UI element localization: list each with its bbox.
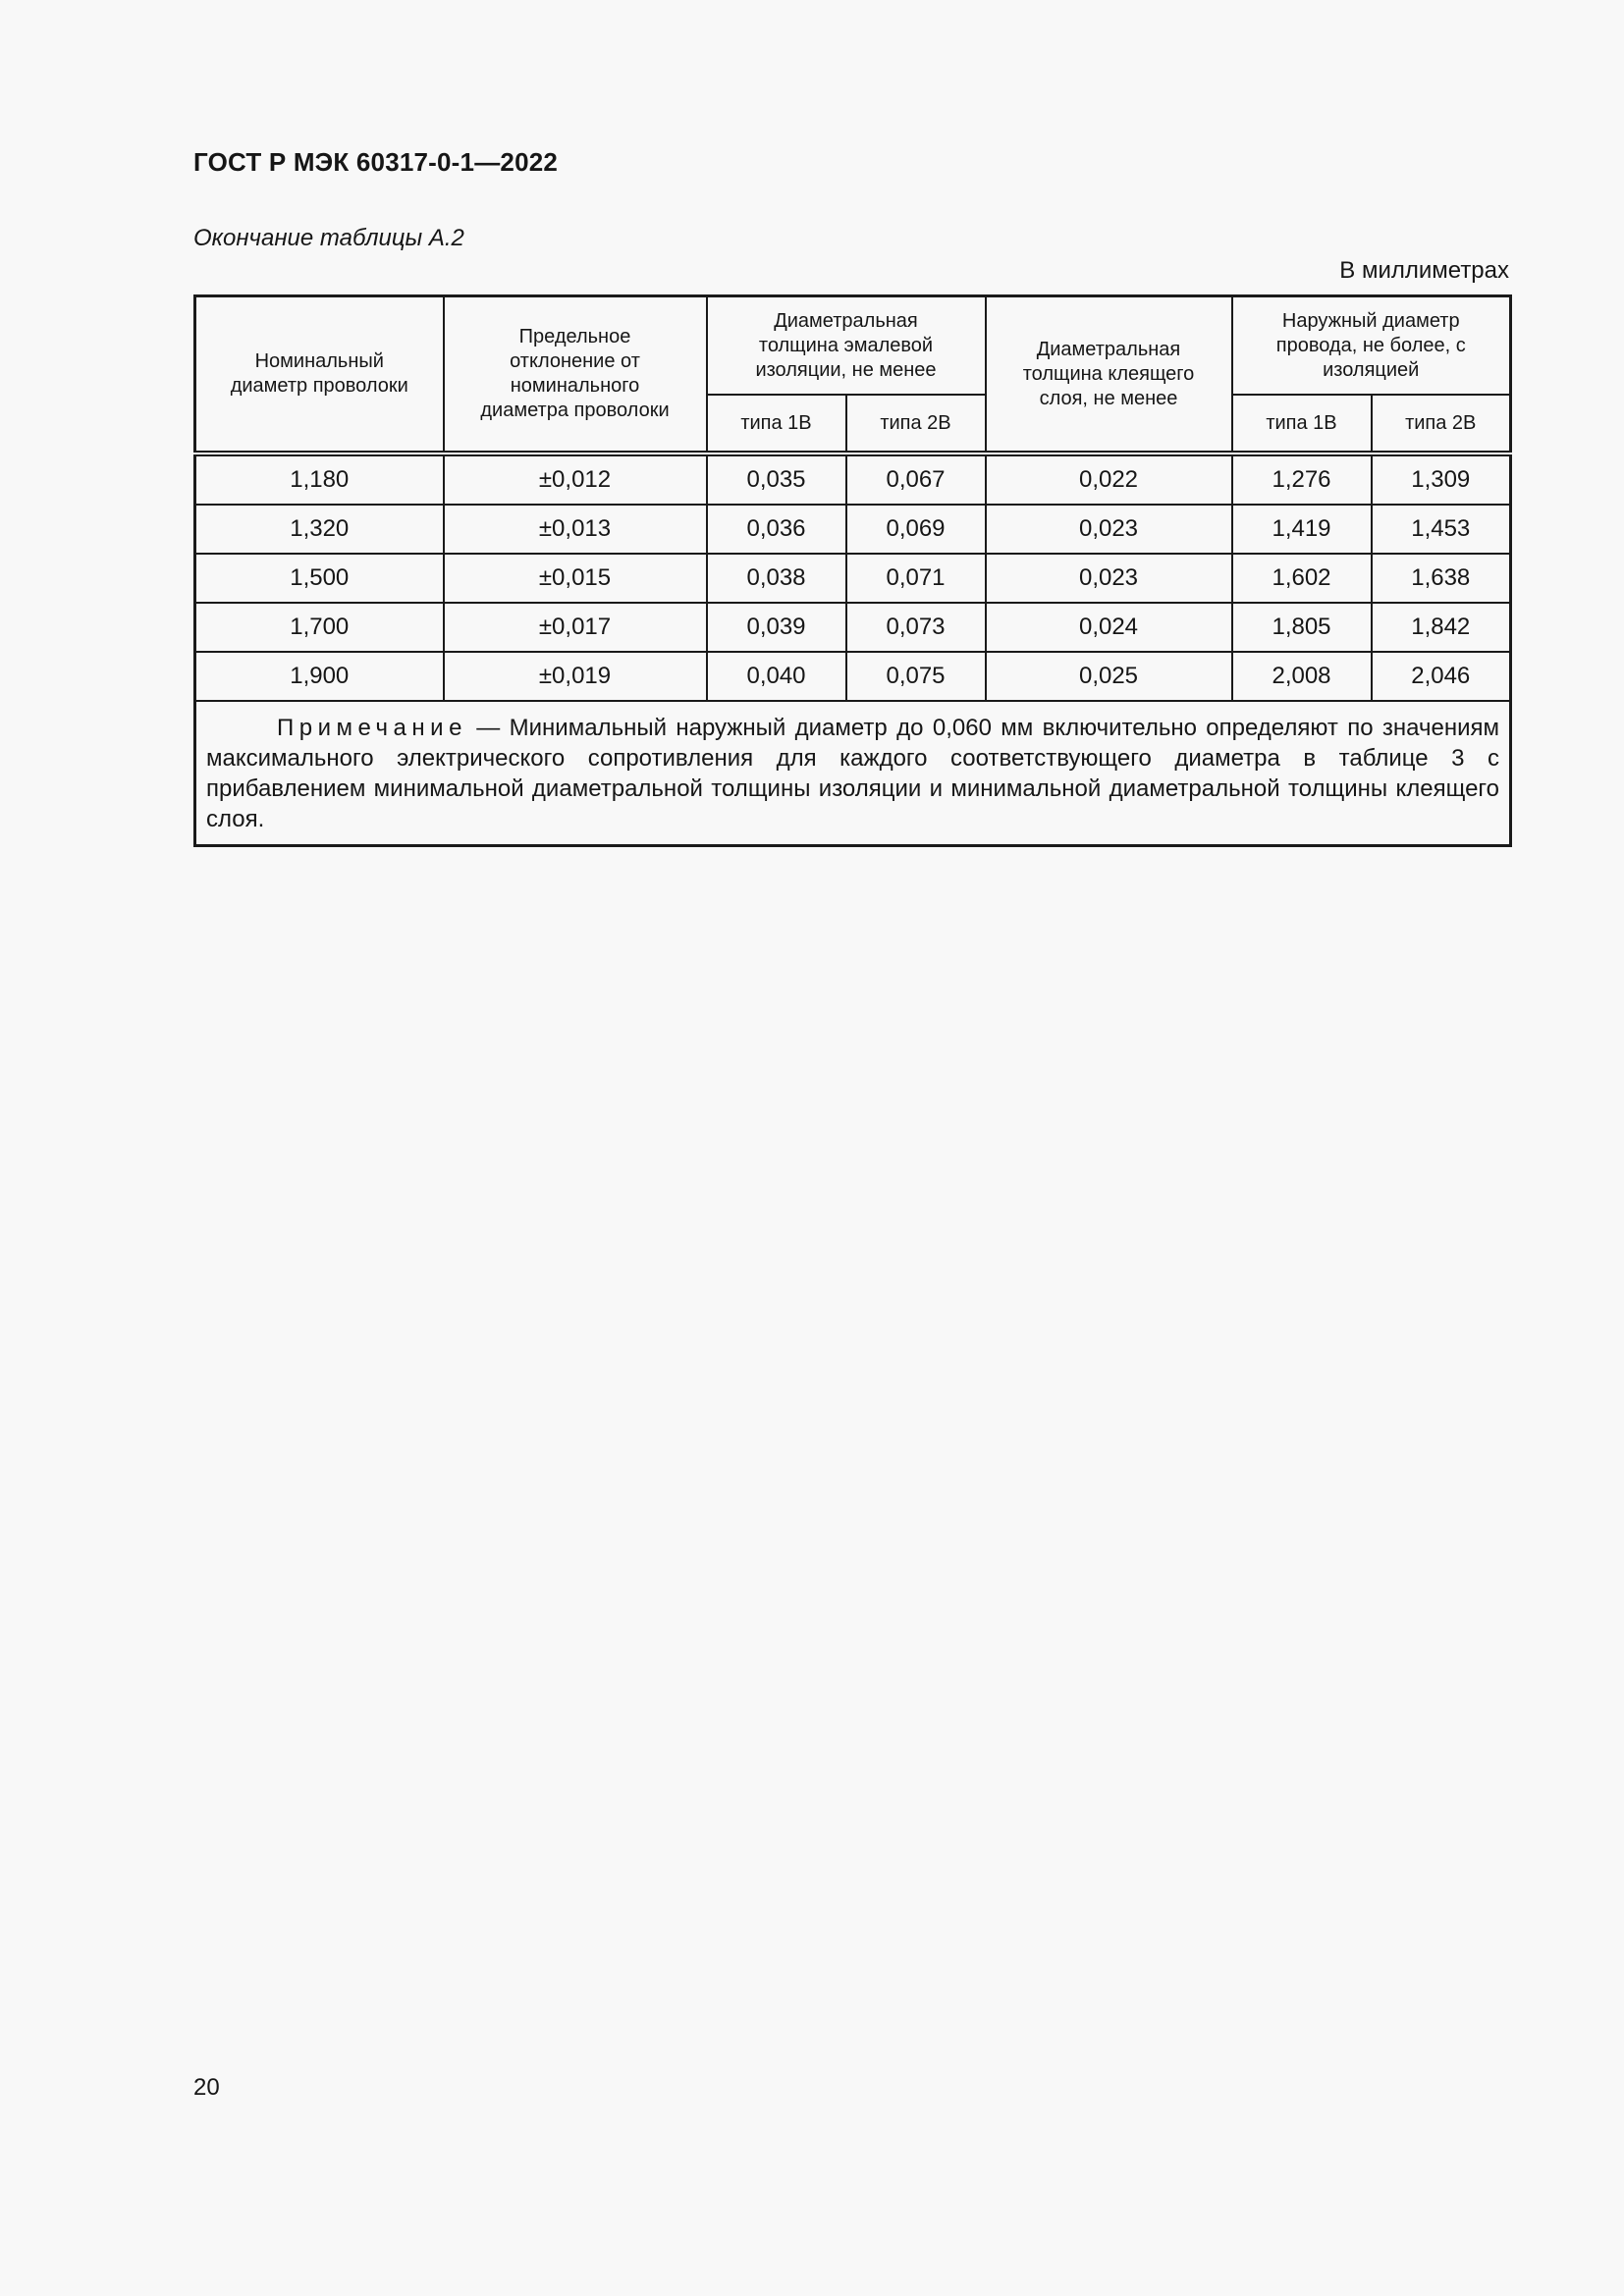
cell-nominal-diameter: 1,900	[195, 652, 444, 701]
cell-nominal-diameter: 1,180	[195, 454, 444, 505]
cell-outer-2b: 1,453	[1372, 505, 1511, 554]
cell-enamel-1b: 0,039	[707, 603, 846, 652]
cell-outer-1b: 1,419	[1232, 505, 1372, 554]
cell-nominal-diameter: 1,700	[195, 603, 444, 652]
header-bond-thickness: Диаметральная толщина клеящего слоя, не менее	[986, 296, 1232, 454]
header-enamel-2b: типа 2В	[846, 395, 986, 454]
cell-tolerance: ±0,019	[444, 652, 707, 701]
cell-bond-thickness: 0,023	[986, 505, 1232, 554]
cell-bond-thickness: 0,025	[986, 652, 1232, 701]
header-enamel-1b: типа 1В	[707, 395, 846, 454]
table-row	[195, 603, 1511, 652]
cell-outer-1b: 2,008	[1232, 652, 1372, 701]
note-lead: Примечание	[277, 715, 467, 741]
cell-outer-2b: 1,842	[1372, 603, 1511, 652]
cell-outer-1b: 1,602	[1232, 554, 1372, 603]
table-row	[195, 652, 1511, 701]
table-note	[195, 701, 1511, 846]
cell-nominal-diameter: 1,320	[195, 505, 444, 554]
table-header	[195, 296, 1511, 454]
table-caption: Окончание таблицы А.2	[193, 225, 464, 251]
table-row	[195, 505, 1511, 554]
page-number: 20	[193, 2074, 220, 2101]
cell-enamel-2b: 0,075	[846, 652, 986, 701]
cell-bond-thickness: 0,023	[986, 554, 1232, 603]
header-outer-diameter: Наружный диаметр провода, не более, с изоляцией	[1232, 296, 1511, 396]
cell-outer-1b: 1,276	[1232, 454, 1372, 505]
cell-tolerance: ±0,012	[444, 454, 707, 505]
table-row	[195, 454, 1511, 505]
cell-enamel-2b: 0,071	[846, 554, 986, 603]
cell-enamel-2b: 0,069	[846, 505, 986, 554]
cell-enamel-1b: 0,036	[707, 505, 846, 554]
cell-outer-2b: 1,309	[1372, 454, 1511, 505]
cell-bond-thickness: 0,024	[986, 603, 1232, 652]
cell-outer-1b: 1,805	[1232, 603, 1372, 652]
table-row	[195, 554, 1511, 603]
cell-enamel-1b: 0,038	[707, 554, 846, 603]
cell-tolerance: ±0,013	[444, 505, 707, 554]
header-outer-2b: типа 2В	[1372, 395, 1511, 454]
cell-enamel-1b: 0,040	[707, 652, 846, 701]
units-label: В миллиметрах	[1339, 257, 1509, 284]
cell-tolerance: ±0,015	[444, 554, 707, 603]
cell-enamel-1b: 0,035	[707, 454, 846, 505]
note-row	[195, 701, 1511, 846]
note-text: — Минимальный наружный диаметр до 0,060 мм включительно определяют по значениям максимального электрического сопротивления для каждого соответствующего диаметра в таблице 3 с прибавлением минимальной диаметральной толщины изоляции и минимальной диаметральной толщины клеящего слоя.	[206, 715, 1499, 832]
header-nominal-diameter: Номинальный диаметр проволоки	[195, 296, 444, 454]
cell-bond-thickness: 0,022	[986, 454, 1232, 505]
cell-nominal-diameter: 1,500	[195, 554, 444, 603]
cell-enamel-2b: 0,073	[846, 603, 986, 652]
cell-enamel-2b: 0,067	[846, 454, 986, 505]
header-tolerance: Предельное отклонение от номинального диаметра проволоки	[444, 296, 707, 454]
header-enamel-thickness: Диаметральная толщина эмалевой изоляции, не менее	[707, 296, 986, 396]
wire-dimensions-table	[193, 294, 1512, 847]
document-code: ГОСТ Р МЭК 60317-0-1—2022	[193, 147, 559, 177]
header-outer-1b: типа 1В	[1232, 395, 1372, 454]
cell-tolerance: ±0,017	[444, 603, 707, 652]
cell-outer-2b: 2,046	[1372, 652, 1511, 701]
table-body	[195, 454, 1511, 846]
cell-outer-2b: 1,638	[1372, 554, 1511, 603]
